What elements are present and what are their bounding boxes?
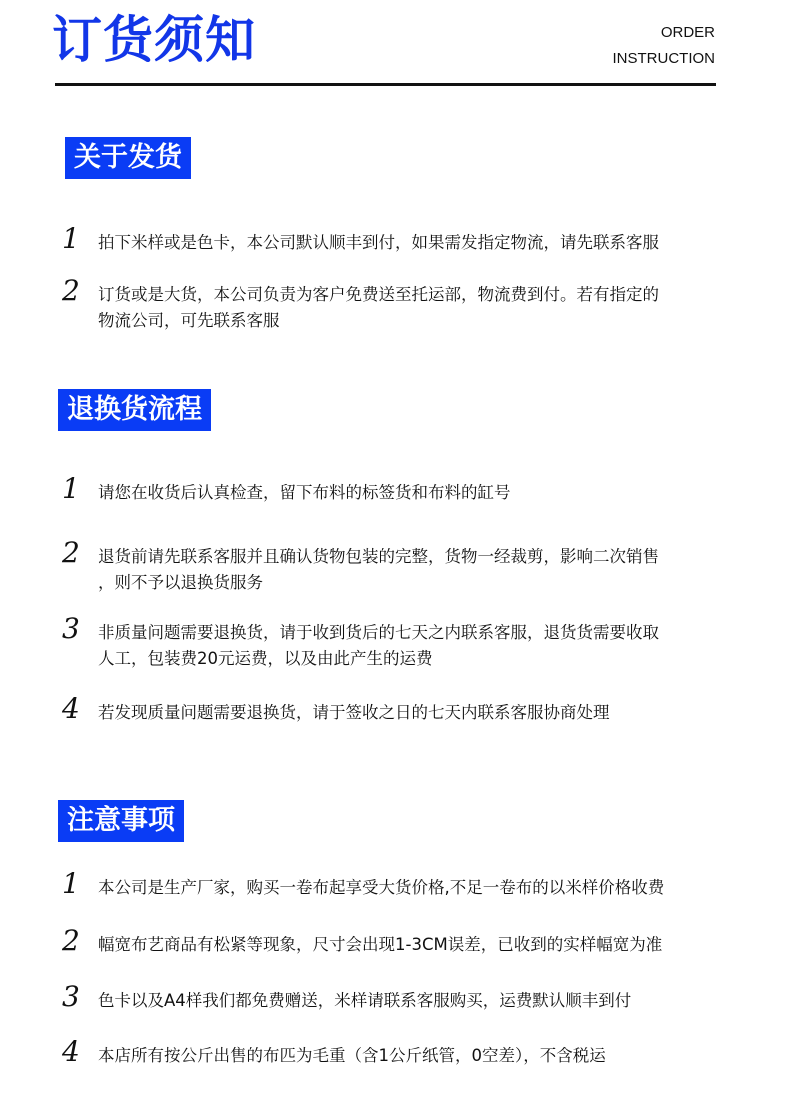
item-number: 1 <box>62 472 80 505</box>
item-number: 2 <box>62 924 80 957</box>
item-text: 非质量问题需要退换货，请于收到货后的七天之内联系客服，退货货需要收取 <box>98 623 659 642</box>
item-number: 3 <box>62 612 80 645</box>
item-text: 若发现质量问题需要退换货，请于签收之日的七天内联系客服协商处理 <box>98 703 610 722</box>
section-heading-notes: 注意事项 <box>58 800 184 842</box>
item-text: 物流公司，可先联系客服 <box>98 311 280 330</box>
item-number: 3 <box>62 980 80 1013</box>
subtitle-order: ORDER <box>660 24 715 41</box>
header-divider <box>55 83 716 86</box>
page-title: 订货须知 <box>52 11 256 69</box>
item-text: 人工，包装费20元运费，以及由此产生的运费 <box>98 649 433 668</box>
item-number: 1 <box>62 222 80 255</box>
item-number: 1 <box>62 867 80 900</box>
item-text: 请您在收货后认真检查，留下布料的标签货和布料的缸号 <box>98 483 511 502</box>
section-heading-shipping: 关于发货 <box>65 137 191 179</box>
item-number: 2 <box>62 274 80 307</box>
section-heading-returns: 退换货流程 <box>58 389 211 431</box>
item-text: 幅宽布艺商品有松紧等现象，尺寸会出现1-3CM误差，已收到的实样幅宽为准 <box>98 935 663 954</box>
item-text: 本公司是生产厂家，购买一卷布起享受大货价格,不足一卷布的以米样价格收费 <box>98 878 665 897</box>
item-text: 拍下米样或是色卡，本公司默认顺丰到付，如果需发指定物流，请先联系客服 <box>98 233 659 252</box>
item-text: ，则不予以退换货服务 <box>98 573 263 592</box>
item-number: 4 <box>62 1035 80 1068</box>
item-text: 订货或是大货，本公司负责为客户免费送至托运部，物流费到付。若有指定的 <box>98 285 659 304</box>
item-number: 4 <box>62 692 80 725</box>
item-number: 2 <box>62 536 80 569</box>
item-text: 色卡以及A4样我们都免费赠送，米样请联系客服购买，运费默认顺丰到付 <box>98 991 632 1010</box>
subtitle-instruction: INSTRUCTION <box>612 50 715 67</box>
item-text: 本店所有按公斤出售的布匹为毛重（含1公斤纸管，0空差），不含税运 <box>98 1046 606 1065</box>
item-text: 退货前请先联系客服并且确认货物包装的完整，货物一经裁剪，影响二次销售 <box>98 547 659 566</box>
